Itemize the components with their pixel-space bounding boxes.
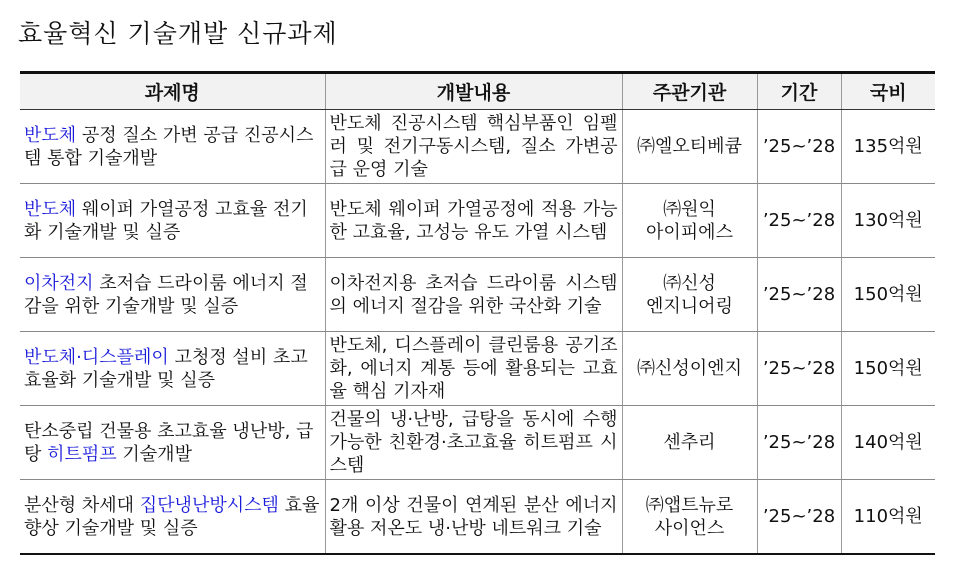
header-row bbox=[20, 73, 935, 110]
lead-organization-cell bbox=[622, 332, 757, 406]
lead-organization-cell bbox=[622, 110, 757, 184]
project-table bbox=[20, 71, 935, 555]
org-line-1: ㈜신성이엔지 bbox=[637, 358, 742, 379]
project-name-text: 초저습 드라이룸 에너지 절감을 위한 기술개발 및 실증 bbox=[24, 272, 308, 317]
project-name-cell bbox=[20, 110, 325, 184]
project-name-text: 효율향상 기술개발 및 실증 bbox=[24, 494, 320, 539]
development-content-cell: 이차전지용 초저습 드라이룸 시스템의 에너지 절감을 위한 국산화 기술 bbox=[325, 258, 622, 332]
lead-organization-cell bbox=[622, 480, 757, 555]
project-name-cell bbox=[20, 184, 325, 258]
lead-organization-cell bbox=[622, 184, 757, 258]
development-content-cell: 건물의 냉·난방, 급탕을 동시에 수행 가능한 친환경·초고효율 히트펌프 시스템 bbox=[325, 406, 622, 480]
period-cell: ’25~’28 bbox=[757, 406, 841, 480]
org-line-2: 사이언스 bbox=[654, 517, 725, 539]
header-name: 과제명 bbox=[20, 73, 325, 110]
budget-cell: 150억원 bbox=[841, 258, 935, 332]
org-line-2: 엔지니어링 bbox=[646, 295, 733, 317]
table-row bbox=[20, 258, 935, 332]
development-content-cell: 반도체, 디스플레이 클린룸용 공기조화, 에너지 계통 등에 활용되는 고효율 핵심 기자재 bbox=[325, 332, 622, 406]
project-name-text: 웨이퍼 가열공정 고효율 전기화 기술개발 및 실증 bbox=[24, 198, 308, 243]
lead-organization-cell bbox=[622, 406, 757, 480]
project-name-cell bbox=[20, 258, 325, 332]
development-content-cell: 반도체 웨이퍼 가열공정에 적용 가능한 고효율, 고성능 유도 가열 시스템 bbox=[325, 184, 622, 258]
header-budget: 국비 bbox=[841, 73, 935, 110]
project-name-highlight: 반도체 bbox=[24, 198, 77, 220]
project-name-text: 기술개발 bbox=[116, 443, 192, 465]
period-cell: ’25~’28 bbox=[757, 110, 841, 184]
development-content-cell: 2개 이상 건물이 연계된 분산 에너지 활용 저온도 냉·난방 네트워크 기술 bbox=[325, 480, 622, 555]
project-name-text: 공정 질소 가변 공급 진공시스템 통합 기술개발 bbox=[24, 124, 314, 169]
org-line-1: ㈜신성 bbox=[663, 272, 716, 294]
budget-cell: 110억원 bbox=[841, 480, 935, 555]
budget-cell: 140억원 bbox=[841, 406, 935, 480]
org-line-1: ㈜앱트뉴로 bbox=[645, 494, 734, 516]
period-cell: ’25~’28 bbox=[757, 480, 841, 555]
lead-organization-cell bbox=[622, 258, 757, 332]
project-name-prefix: 분산형 차세대 bbox=[24, 494, 140, 516]
table-row bbox=[20, 406, 935, 480]
table-row bbox=[20, 184, 935, 258]
table-row bbox=[20, 110, 935, 184]
table-row bbox=[20, 480, 935, 555]
period-cell: ’25~’28 bbox=[757, 258, 841, 332]
header-org: 주관기관 bbox=[622, 73, 757, 110]
development-content-cell: 반도체 진공시스템 핵심부품인 임펠러 및 전기구동시스템, 질소 가변공급 운영 기술 bbox=[325, 110, 622, 184]
header-period: 기간 bbox=[757, 73, 841, 110]
org-line-1: 센추리 bbox=[663, 432, 716, 453]
table-row bbox=[20, 332, 935, 406]
project-name-highlight: 히트펌프 bbox=[47, 443, 117, 465]
project-name-highlight: 이차전지 bbox=[24, 272, 94, 294]
period-cell: ’25~’28 bbox=[757, 184, 841, 258]
project-name-cell bbox=[20, 480, 325, 555]
project-name-text: 고청정 설비 초고효율화 기술개발 및 실증 bbox=[24, 346, 308, 391]
budget-cell: 135억원 bbox=[841, 110, 935, 184]
project-name-highlight: 반도체·디스플레이 bbox=[24, 346, 169, 368]
org-line-1: ㈜원익 bbox=[663, 198, 716, 220]
project-name-cell bbox=[20, 406, 325, 480]
project-name-cell bbox=[20, 332, 325, 406]
project-name-highlight: 집단냉난방시스템 bbox=[139, 494, 279, 516]
org-line-2: 아이피에스 bbox=[646, 221, 733, 243]
budget-cell: 130억원 bbox=[841, 184, 935, 258]
budget-cell: 150억원 bbox=[841, 332, 935, 406]
period-cell: ’25~’28 bbox=[757, 332, 841, 406]
org-line-1: ㈜엘오티베큠 bbox=[637, 136, 742, 157]
header-desc: 개발내용 bbox=[325, 73, 622, 110]
project-name-highlight: 반도체 bbox=[24, 124, 77, 146]
page-title: 효율혁신 기술개발 신규과제 bbox=[18, 19, 338, 48]
project-name-prefix: 탄소중립 건물용 초고효율 냉난방, 급탕 bbox=[24, 420, 314, 465]
